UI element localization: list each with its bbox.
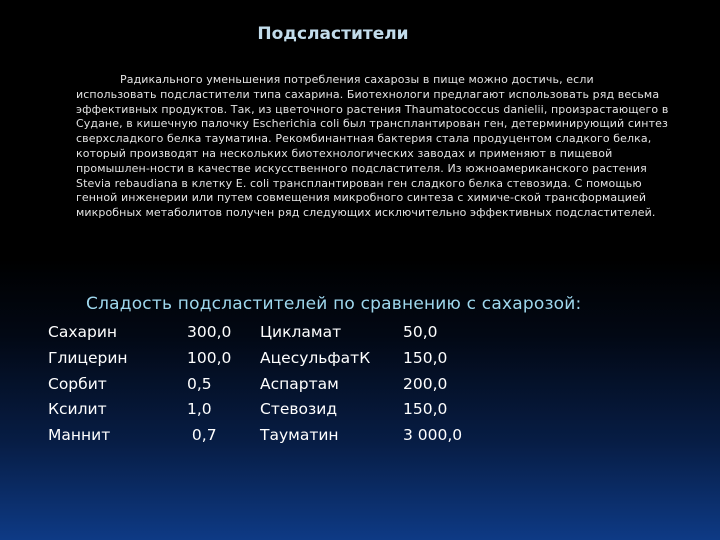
sweetness-value: 300,0 [187, 323, 232, 341]
sweetness-subtitle: Сладость подсластителей по сравнению с сахарозой: [86, 294, 582, 314]
sweetener-name: Глицерин [48, 348, 128, 367]
sweetness-value: 150,0 [403, 348, 448, 367]
slide-title: Подсластители [257, 24, 409, 44]
body-paragraph: Радикального уменьшения потребления сахарозы в пище можно достичь, если использовать подсластители типа сахарина. Биотехнологи предлагают использовать ряд весьма эффективных продуктов. Так, из цветочного растения Thaumatococcus danielii, произрастающего в Судане, в кишечную палочку Escherichia coli был трансплантирован ген, детерминирующий синтез сверхсладкого белка тауматина. Рекомбинантная бактерия стала продуцентом сладкого белка, который производят на нескольких биотехнологических заводах и применяют в пищевой промышлен-ности в качестве искусственного подсластителя. Из южноамериканского растения Stevia rebaudiana в клетку E. coli трансплантирован ген сладкого белка стевозида. С помощью генной инженерии или путем совмещения микробного синтеза с химиче-ской трансформацией микробных метаболитов получен ряд следующих исключительно эффективных подсластителей. [76, 73, 669, 220]
table-row [48, 323, 548, 349]
table-row [48, 400, 548, 426]
sweetness-value: 1,0 [187, 400, 212, 419]
sweetener-name: Сахарин [48, 323, 118, 341]
sweetener-name: Тауматин [260, 426, 339, 445]
sweetener-name: Сорбит [48, 374, 107, 393]
sweetness-table [48, 323, 548, 452]
table-row [48, 375, 548, 401]
sweetness-value: 150,0 [403, 400, 448, 419]
sweetener-name: Ксилит [48, 400, 107, 419]
sweetener-name: АцесульфатК [260, 348, 371, 367]
sweetness-value: 50,0 [403, 323, 438, 341]
sweetness-value: 200,0 [403, 374, 448, 393]
sweetener-name: Цикламат [260, 323, 342, 341]
sweetness-value: 100,0 [187, 348, 232, 367]
sweetness-value: 0,7 [187, 426, 217, 445]
sweetener-name: Маннит [48, 426, 111, 445]
sweetness-value: 0,5 [187, 374, 212, 393]
table-row [48, 426, 548, 452]
sweetener-name: Аспартам [260, 374, 339, 393]
sweetness-value: 3 000,0 [403, 426, 463, 445]
table-row [48, 349, 548, 375]
sweetener-name: Стевозид [260, 400, 338, 419]
